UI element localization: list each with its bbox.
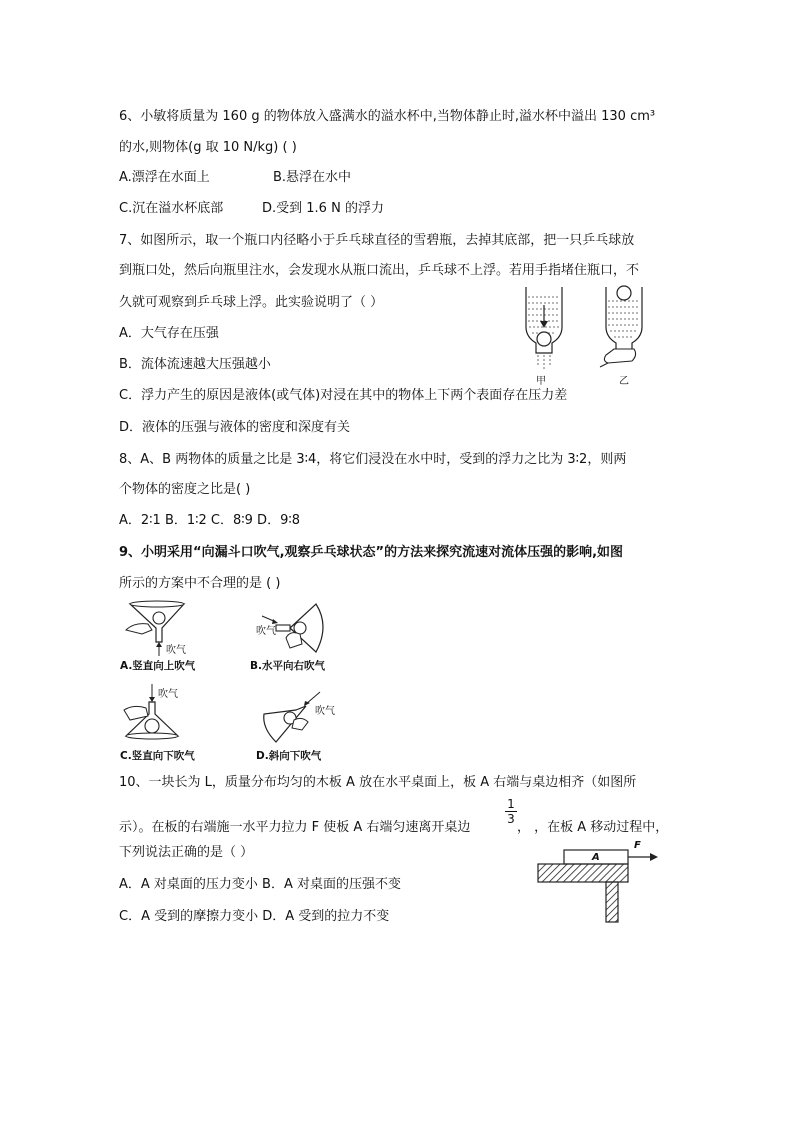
q6-option-d: D.受到 1.6 N 的浮力: [262, 201, 384, 216]
q7-stem-line3: 久就可观察到乒乓球上浮。此实验说明了（ ）: [119, 295, 384, 310]
ball-a: [153, 612, 165, 624]
q10-fraction-numerator: 1: [505, 797, 517, 812]
q8-options: A．2∶1 B．1∶2 C．8∶9 D．9∶8: [119, 513, 300, 528]
q6-stem-line2: 的水,则物体(g 取 10 N/kg) ( ): [119, 140, 297, 155]
q10-board-label: A: [592, 852, 600, 863]
q10-options-cd: C．A 受到的摩擦力变小 D．A 受到的拉力不变: [119, 909, 390, 924]
q9-figure-a: [122, 598, 202, 658]
q10-force-label: F: [634, 840, 641, 851]
ball-c: [145, 719, 159, 733]
q6-option-b: B.悬浮在水中: [273, 170, 352, 185]
q9-figure-b: [256, 600, 336, 656]
q10-stem-line3: 下列说法正确的是（ ）: [119, 845, 254, 860]
q10-fraction-one-third: [505, 797, 517, 826]
q9-caption-b: B.水平向右吹气: [250, 660, 325, 672]
q6-option-a: A.漂浮在水面上: [119, 170, 210, 185]
q9-d-blow-label: 吹气: [315, 706, 335, 717]
q7-label-yi: 乙: [619, 376, 629, 387]
q8-stem-line1: 8、A、B 两物体的质量之比是 3∶4，将它们浸没在水中时，受到的浮力之比为 3∶2，则两: [119, 452, 627, 467]
force-arrow-icon: [650, 853, 658, 861]
q7-option-c: C．浮力产生的原因是液体(或气体)对浸在其中的物体上下两个表面存在压力差: [119, 388, 568, 403]
q7-label-jia: 甲: [536, 376, 546, 387]
q10-stem-line2a: 示）。在板的右端施一水平力拉力 F 使板 A 右端匀速离开桌边: [119, 820, 471, 835]
ball-b: [294, 622, 306, 634]
q9-figure-d: [256, 688, 348, 746]
q7-bottle-figure: [518, 283, 668, 388]
q6-stem-line1: 6、小敏将质量为 160 g 的物体放入盛满水的溢水杯中,当物体静止时,溢水杯中溢出 130 cm³: [119, 109, 656, 124]
q7-stem-line2: 到瓶口处，然后向瓶里注水，会发现水从瓶口流出，乒乓球不上浮。若用手指堵住瓶口，不: [119, 263, 640, 278]
q6-option-c: C.沉在溢水杯底部: [119, 201, 224, 216]
q10-stem-line2b: ， ，在板 A 移动过程中，: [517, 820, 669, 835]
q7-option-d: D．液体的压强与液体的密度和深度有关: [119, 420, 351, 435]
q9-a-blow-label: 吹气: [166, 645, 186, 656]
q9-c-blow-label: 吹气: [158, 689, 178, 700]
q10-stem-line1: 10、一块长为 L，质量分布均匀的木板 A 放在水平桌面上，板 A 右端与桌边相齐（如图所: [119, 775, 637, 790]
q9-caption-d: D.斜向下吹气: [256, 750, 322, 762]
table-leg: [606, 882, 618, 922]
q9-b-blow-label: 吹气: [256, 626, 276, 637]
q7-option-a: A．大气存在压强: [119, 326, 219, 341]
finger-icon: [604, 349, 635, 363]
q10-options-ab: A．A 对桌面的压力变小 B．A 对桌面的压强不变: [119, 877, 401, 892]
q10-fraction-denominator: 3: [507, 812, 515, 826]
q9-caption-c: C.竖直向下吹气: [120, 750, 195, 762]
q9-stem-line1: 9、小明采用“向漏斗口吹气,观察乒乓球状态”的方法来探究流速对流体压强的影响,如图: [119, 545, 624, 560]
q7-option-b: B．流体流速越大压强越小: [119, 357, 271, 372]
q9-figure-c: [120, 680, 200, 746]
hand-b: [286, 633, 302, 648]
q10-board-figure: [536, 838, 666, 926]
hand-a: [126, 624, 152, 634]
q9-caption-a: A.竖直向上吹气: [120, 660, 196, 672]
table-top: [538, 864, 628, 882]
q8-stem-line2: 个物体的密度之比是( ): [119, 482, 251, 497]
q9-stem-line2: 所示的方案中不合理的是 ( ): [119, 576, 281, 591]
ping-pong-ball-jia: [537, 332, 551, 346]
q7-stem-line1: 7、如图所示，取一个瓶口内径略小于乒乓球直径的雪碧瓶，去掉其底部，把一只乒乓球放: [119, 233, 635, 248]
ping-pong-ball-yi: [617, 286, 631, 300]
hand-d: [292, 718, 308, 730]
